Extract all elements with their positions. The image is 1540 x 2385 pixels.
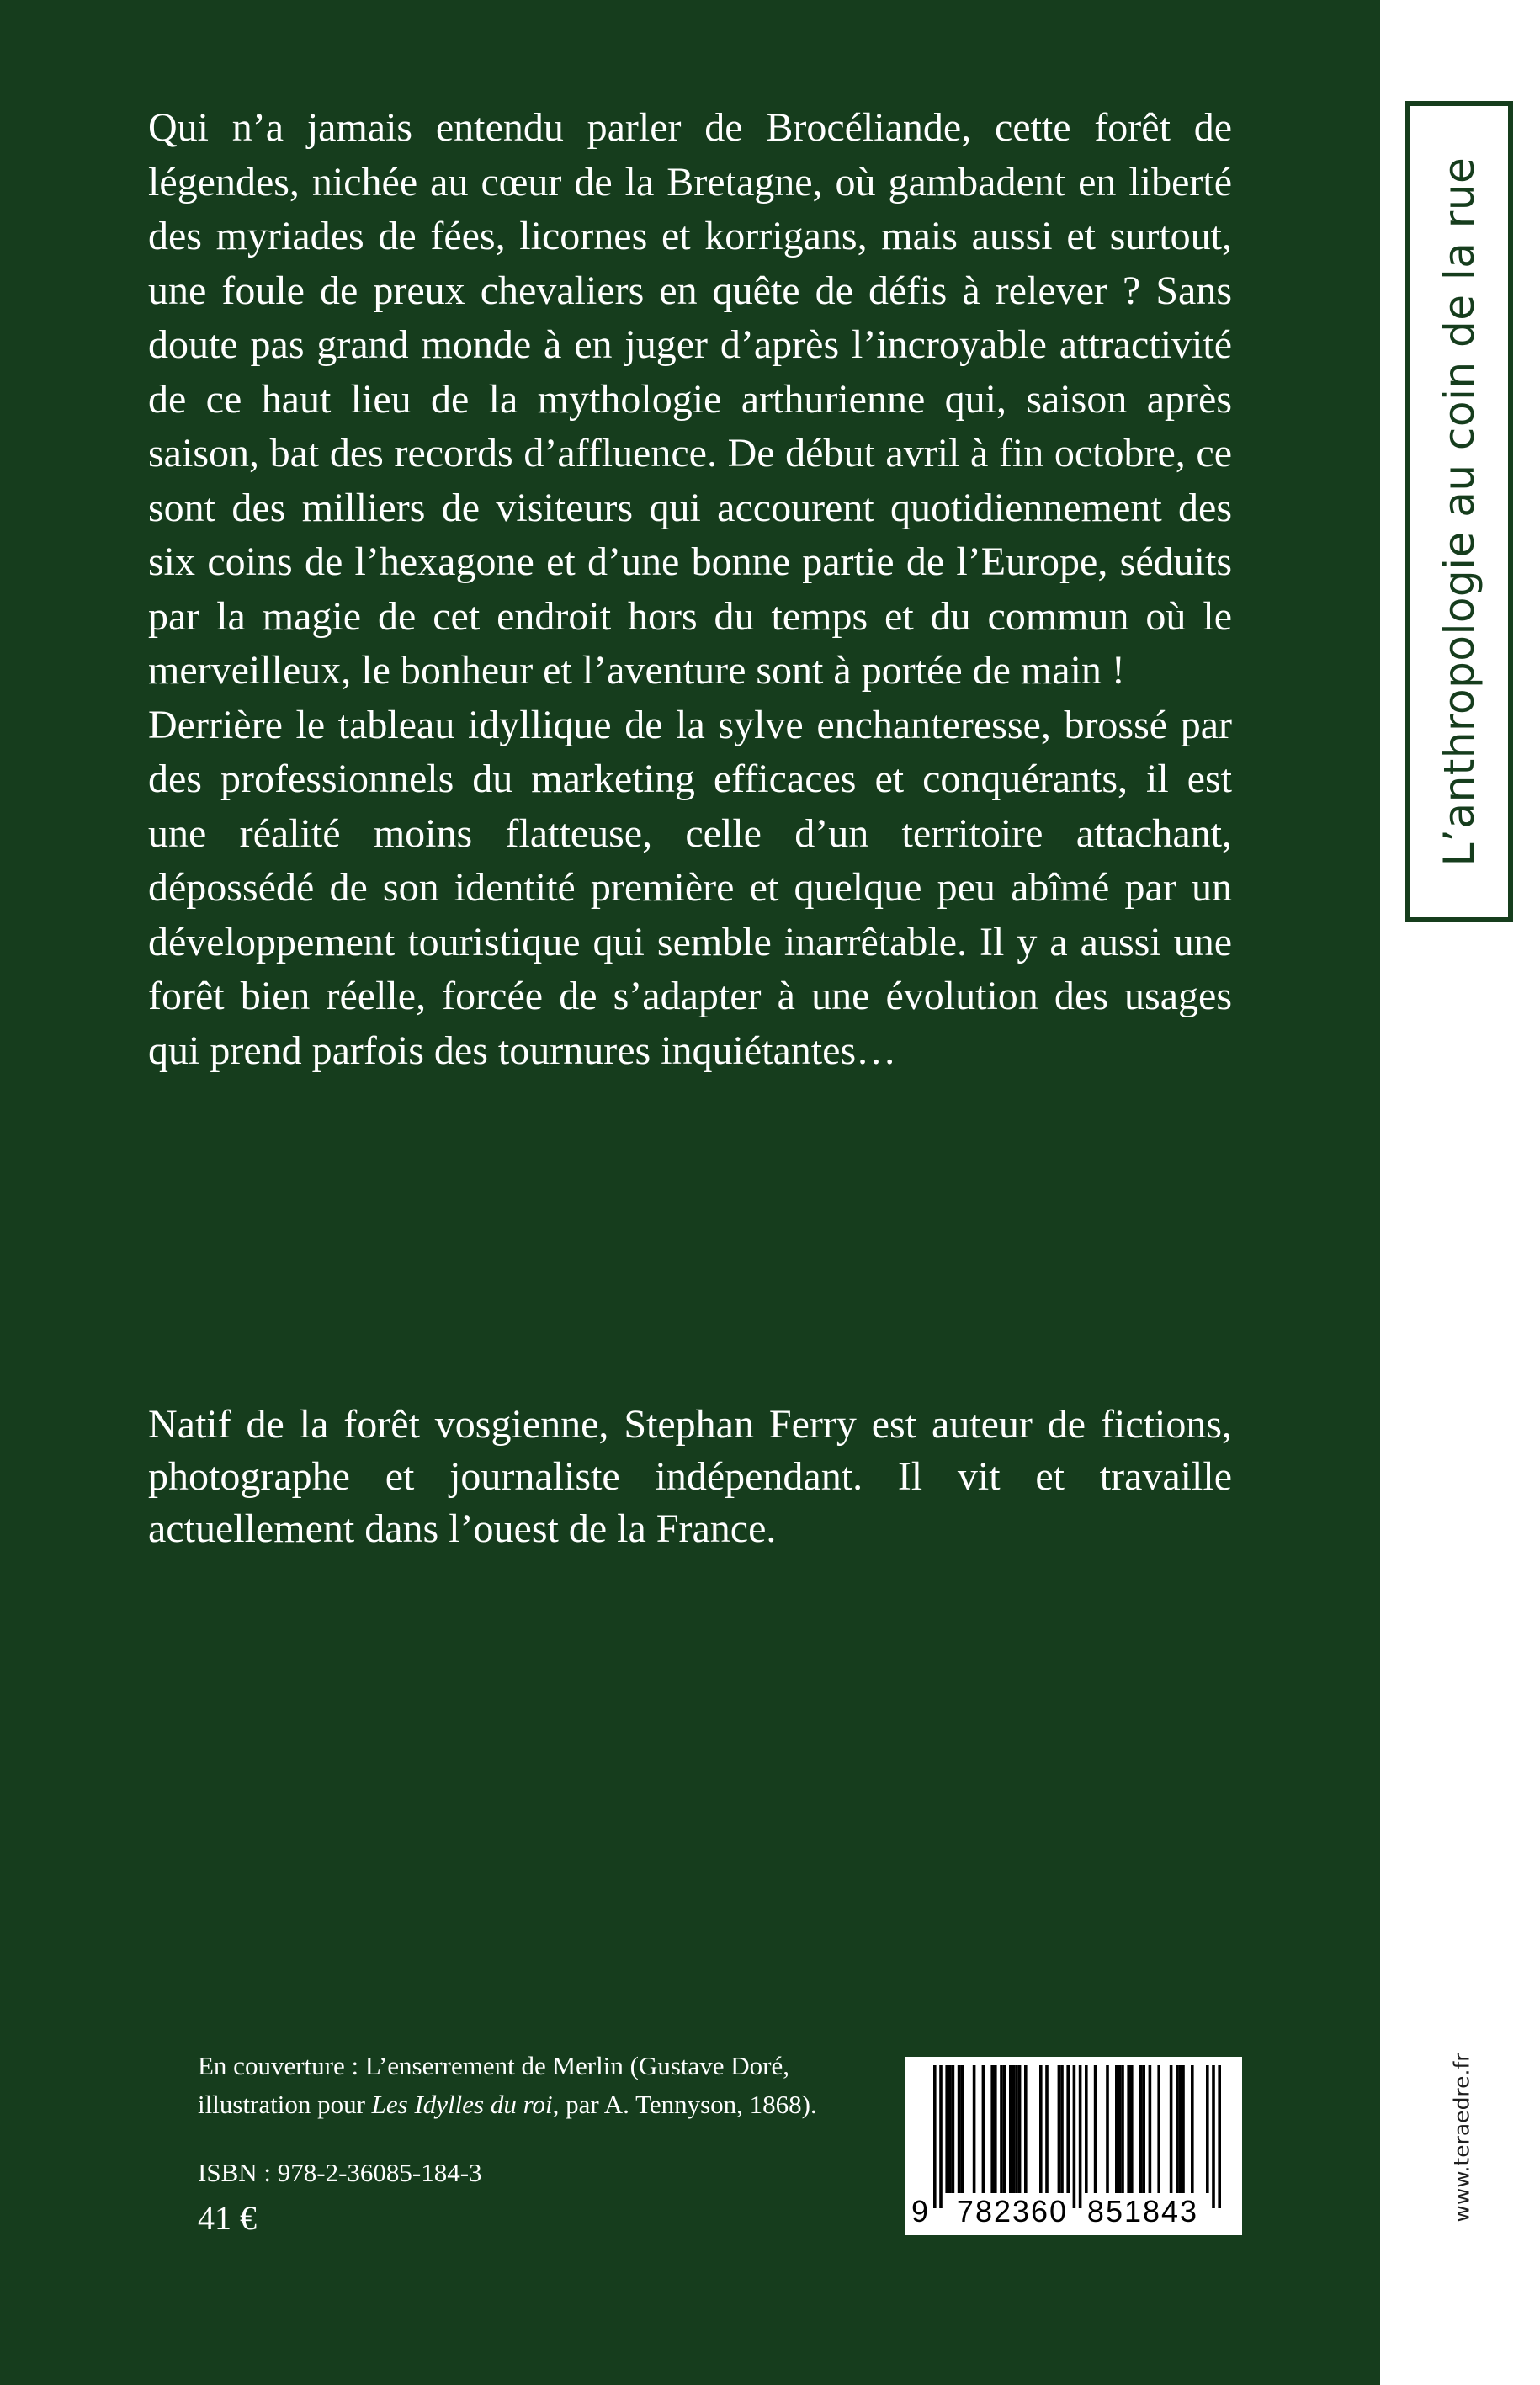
publisher-website: www.teraedre.fr <box>1449 2053 1474 2223</box>
barcode-bar <box>1139 2065 1143 2193</box>
barcode-bar <box>1170 2065 1173 2193</box>
barcode-bar <box>1121 2065 1124 2193</box>
barcode-bar <box>1000 2065 1003 2193</box>
barcode-bars <box>933 2065 1221 2208</box>
barcode-bar <box>1118 2065 1122 2193</box>
barcode-bar <box>1149 2065 1152 2193</box>
cover-credit-title: Les Idylles du roi <box>371 2090 553 2119</box>
barcode-bar <box>1003 2065 1006 2193</box>
barcode-first-digit: 9 <box>911 2194 929 2228</box>
barcode-bar <box>1106 2065 1109 2193</box>
barcode-bar <box>1127 2065 1130 2193</box>
barcode-bar <box>945 2065 948 2193</box>
barcode-bar <box>1012 2065 1016 2193</box>
barcode-bar <box>1085 2065 1088 2193</box>
barcode-bar <box>973 2065 976 2193</box>
barcode-bar <box>1009 2065 1012 2193</box>
barcode-bar <box>1060 2065 1064 2193</box>
barcode-bar <box>1182 2065 1185 2193</box>
barcode-bar <box>1176 2065 1179 2193</box>
barcode-bar <box>1218 2065 1221 2208</box>
author-bio-text: Natif de la forêt vosgienne, Stephan Ferry est auteur de fictions, photographe et journaliste indépendant. Il vit et travaille actuellement dans l’ouest de la France. <box>148 1402 1232 1551</box>
barcode-bar <box>933 2065 937 2208</box>
cover-credit-line-1: En couverture : L’enserrement de Merlin (Gustave Doré, <box>198 2051 789 2080</box>
barcode-left-group: 782360 <box>956 2194 1069 2228</box>
blurb-paragraph-2: Derrière le tableau idyllique de la sylve enchanteresse, brossé par des professionnels du marketing efficaces et conquérants, il est une réalité moins flatteuse, celle d’un territoire attachant, dépossédé de son identité première et quelque peu abîmé par un développement touristique qui semble inarrêtable. Il y a aussi une forêt bien réelle, forcée de s’adapter à une évolution des usages qui prend parfois des tournures inquiétantes… <box>148 702 1232 1073</box>
barcode-bar <box>1157 2065 1160 2193</box>
barcode-bar <box>939 2065 943 2208</box>
barcode-bar <box>1212 2065 1215 2208</box>
cover-credit-suffix: , par A. Tennyson, 1868). <box>552 2090 817 2119</box>
barcode-bar <box>1179 2065 1182 2193</box>
barcode-bar <box>948 2065 952 2193</box>
collection-badge <box>1405 101 1513 922</box>
barcode-bar <box>1058 2065 1061 2193</box>
barcode-bar <box>1039 2065 1043 2193</box>
barcode-bar <box>1024 2065 1028 2193</box>
barcode <box>905 2057 1242 2235</box>
barcode-bar <box>1130 2065 1134 2193</box>
barcode-bar <box>958 2065 961 2193</box>
barcode-bar <box>1018 2065 1022 2193</box>
barcode-right-group: 851843 <box>1086 2194 1199 2228</box>
barcode-bar <box>1073 2065 1076 2208</box>
collection-name: L’anthropologie au coin de la rue <box>1435 157 1484 867</box>
barcode-bar <box>1206 2065 1209 2193</box>
barcode-bar <box>1115 2065 1118 2193</box>
barcode-bar <box>1015 2065 1018 2193</box>
barcode-graphic <box>905 2057 1242 2235</box>
barcode-bar <box>1191 2065 1194 2193</box>
isbn: ISBN : 978-2-36085-184-3 <box>198 2158 482 2187</box>
price: 41 € <box>198 2199 257 2237</box>
blurb-paragraph-1: Qui n’a jamais entendu parler de Brocéliande, cette forêt de légendes, nichée au cœur de la Bretagne, où gambadent en liberté des myriades de fées, licornes et korrigans, mais aussi et surtout, une foule de preux chevaliers en quête de défis à relever ? Sans doute pas grand monde à en juger d’après l’incroyable attractivité de ce haut lieu de la mythologie arthurienne qui, saison après saison, bat des records d’affluence. De début avril à fin octobre, ce sont des milliers de visiteurs qui accourent quotidiennement des six coins de l’hexagone et d’une bonne partie de l’Europe, séduits par la magie de cet endroit hors du temps et du commun où le merveilleux, le bonheur et l’aventure sont à portée de main ! <box>148 105 1232 693</box>
barcode-bar <box>994 2065 997 2193</box>
barcode-bar <box>982 2065 985 2193</box>
cover-credit-prefix: illustration pour <box>198 2090 372 2119</box>
barcode-bar <box>990 2065 994 2193</box>
cover-credit-line-2 <box>198 2085 871 2124</box>
barcode-bar <box>1094 2065 1097 2193</box>
cover-credit <box>198 2047 871 2124</box>
barcode-bar <box>952 2065 955 2193</box>
author-bio <box>148 1399 1232 1555</box>
barcode-bar <box>960 2065 964 2193</box>
barcode-bar <box>1142 2065 1145 2193</box>
barcode-bar <box>1045 2065 1049 2193</box>
blurb <box>148 101 1232 1078</box>
barcode-bar <box>1066 2065 1070 2193</box>
barcode-bar <box>1079 2065 1082 2208</box>
